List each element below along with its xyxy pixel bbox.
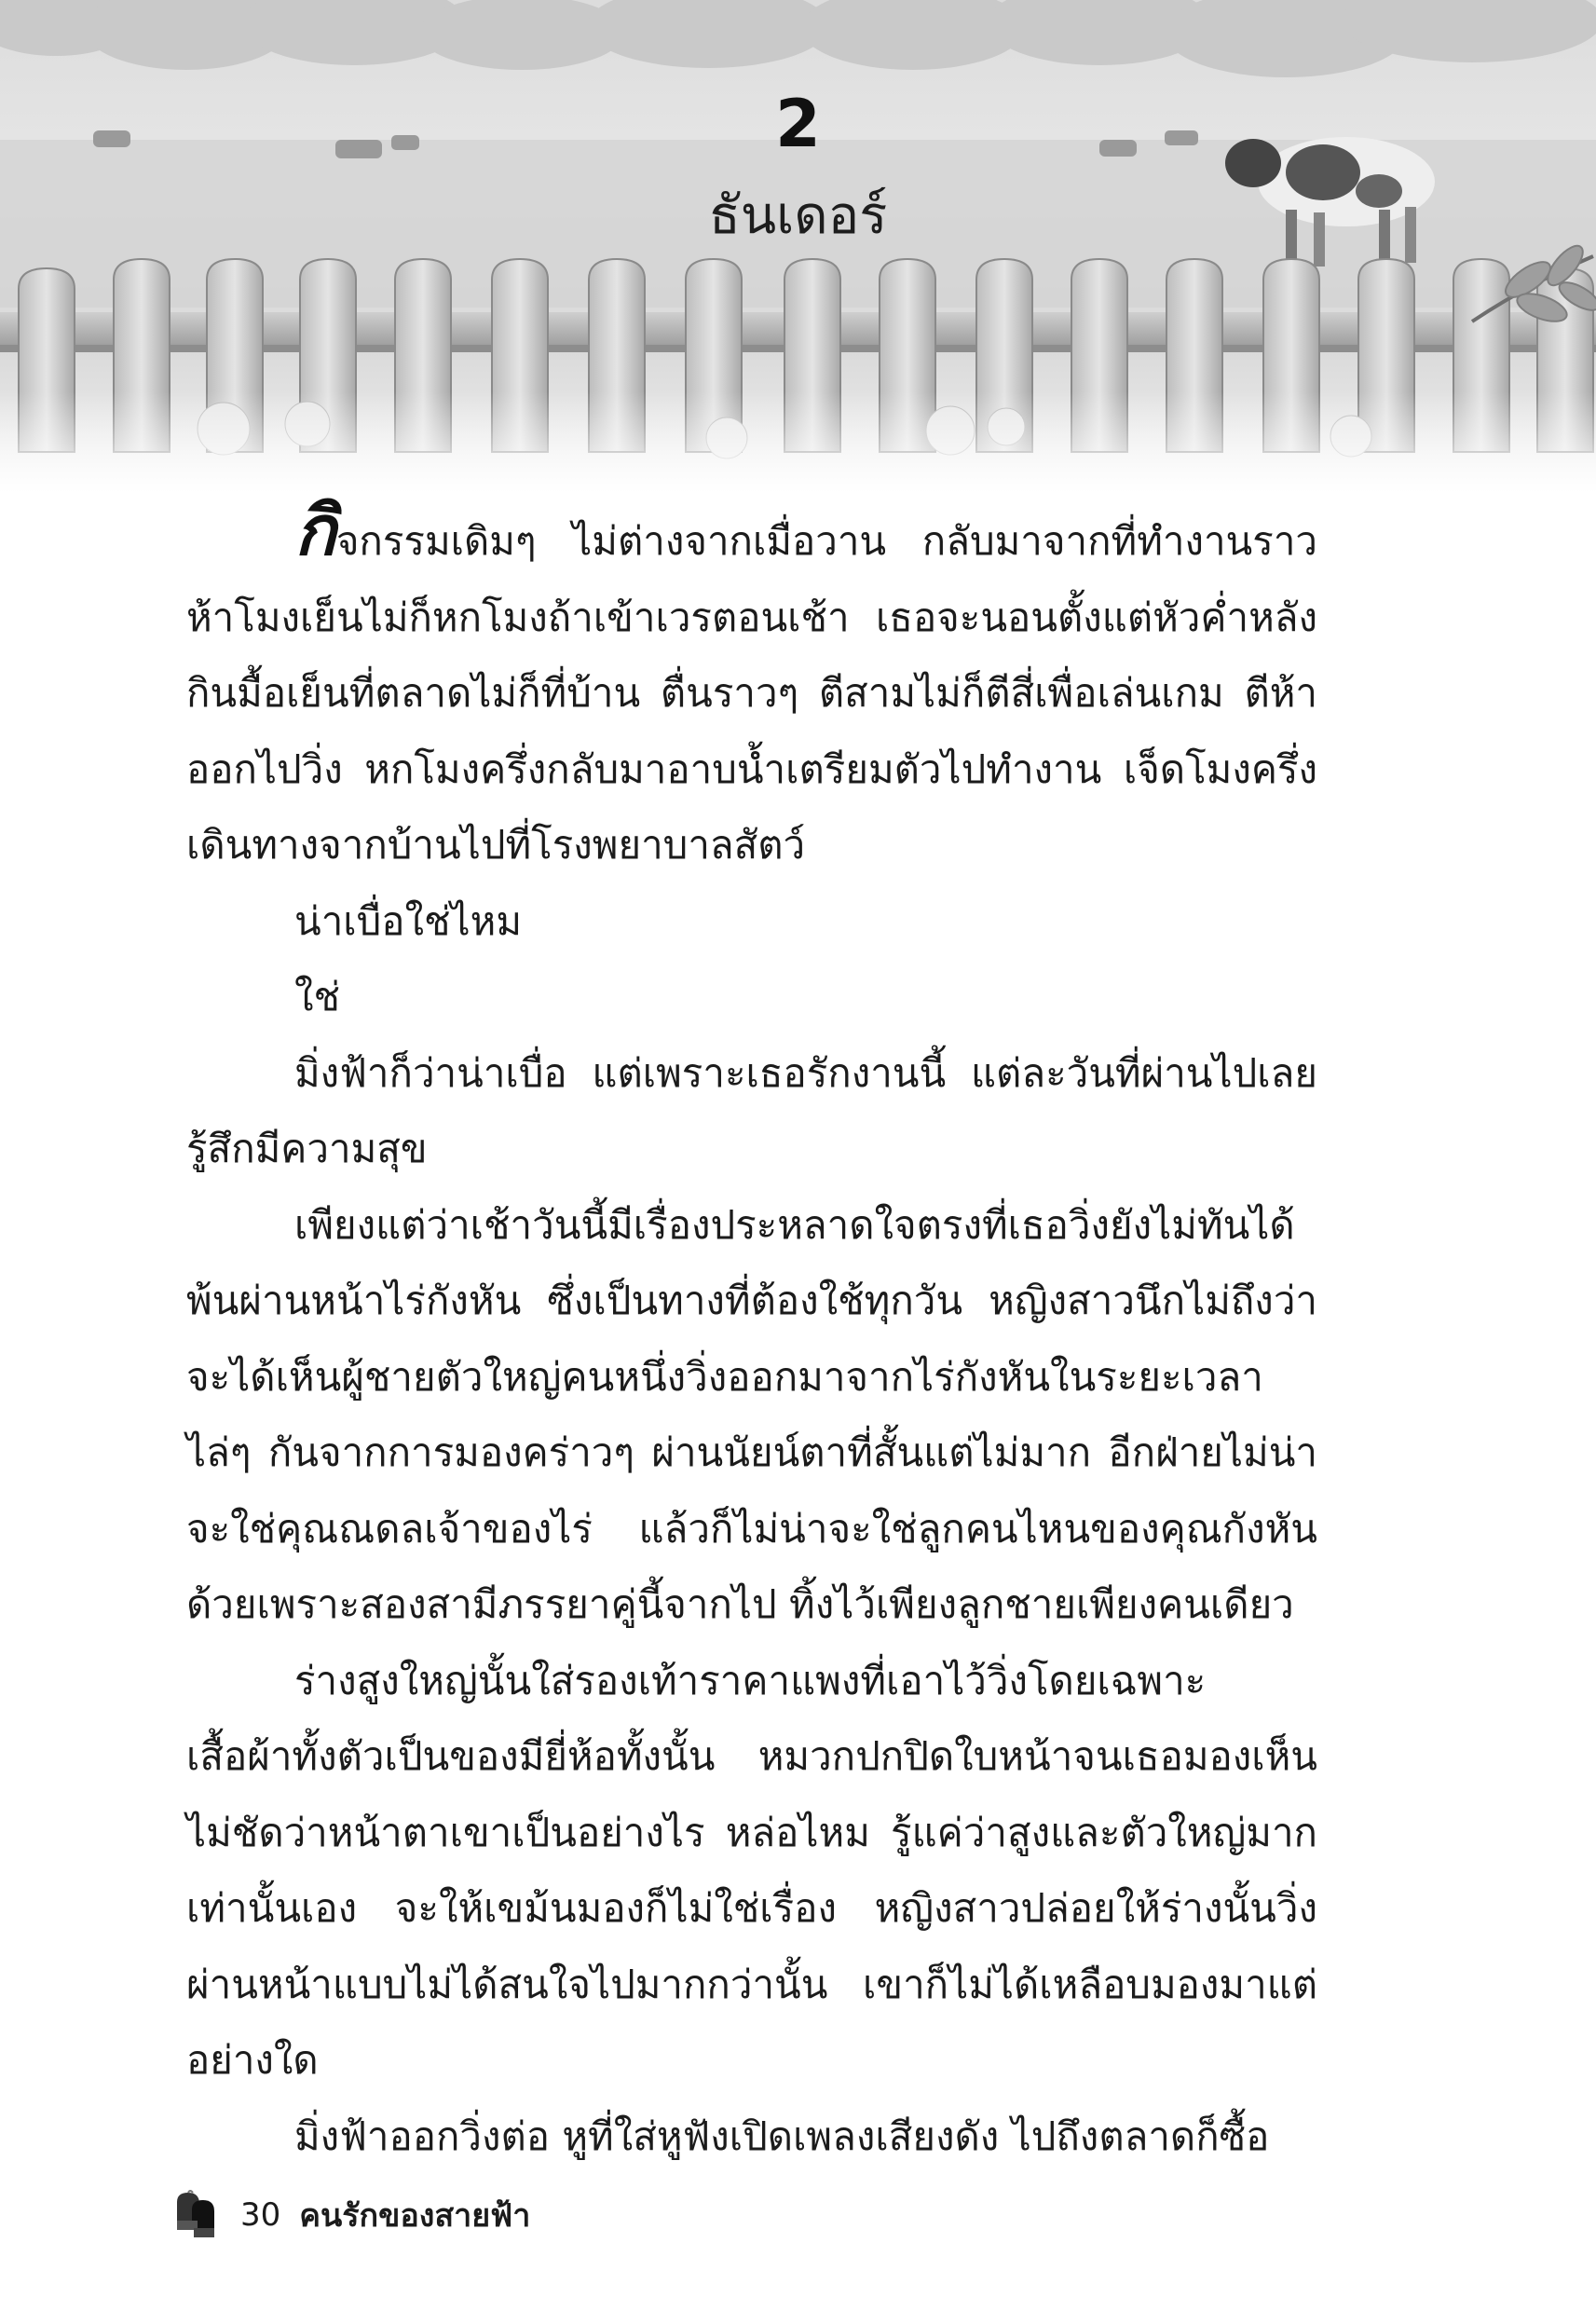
page-number: 30 (240, 2196, 281, 2234)
drop-cap: กิ (294, 491, 336, 571)
chapter-number: 2 (775, 86, 821, 162)
paragraph: เพียงแต่ว่าเช้าวันนี้มีเรื่องประหลาดใจตรงที่เธอวิ่งยังไม่ทันได้พ้นผ่านหน้าไร่กังหัน ซึ่งเป็นทางที่ต้องใช้ทุกวัน หญิงสาวนึกไม่ถึงว่าจะได้เห็นผู้ชายตัวใหญ่คนหนึ่งวิ่งออกมาจากไร่กังหันในระยะเวลาไล่ๆ กันจากการมองคร่าวๆ ผ่านนัยน์ตาที่สั้นแต่ไม่มาก อีกฝ่ายไม่น่าจะใช่คุณณดลเจ้าของไร่ แล้วก็ไม่น่าจะใช่ลูกคนไหนของคุณกังหันด้วยเพราะสองสามีภรรยาคู่นี้จากไป ทิ้งไว้เพียงลูกชายเพียงคนเดียว (186, 1201, 1317, 1627)
paragraph (186, 491, 1317, 883)
paragraph: น่าเบื่อใช่ไหม (294, 897, 523, 944)
chapter-header (0, 0, 1596, 494)
page-footer (170, 2182, 530, 2248)
paragraph: มิ่งฟ้าออกวิ่งต่อ หูที่ใส่หูฟังเปิดเพลงเสียงดัง ไปถึงตลาดก็ซื้อ (294, 2113, 1270, 2159)
paragraph: มิ่งฟ้าก็ว่าน่าเบื่อ แต่เพราะเธอรักงานนี้ แต่ละวันที่ผ่านไปเลยรู้สึกมีความสุข (186, 1049, 1317, 1171)
paragraph-text: จกรรมเดิมๆ ไม่ต่างจากเมื่อวาน กลับมาจากที่ทำงานราวห้าโมงเย็นไม่ก็หกโมงถ้าเข้าเวรตอนเช้า เธอจะนอนตั้งแต่หัวค่ำหลังกินมื้อเย็นที่ตลาดไม่ก็ที่บ้าน ตื่นราวๆ ตีสามไม่ก็ตีสี่เพื่อเล่นเกม ตีห้าออกไปวิ่ง หกโมงครึ่งกลับมาอาบน้ำเตรียมตัวไปทำงาน เจ็ดโมงครึ่งเดินทางจากบ้านไปที่โรงพยาบาลสัตว์ (186, 518, 1317, 868)
chapter-title: ธันเดอร์ (708, 185, 888, 246)
paragraph: ร่างสูงใหญ่นั้นใส่รองเท้าราคาแพงที่เอาไว้วิ่งโดยเฉพาะ เสื้อผ้าทั้งตัวเป็นของมียี่ห้อทั้งนั้น หมวกปกปิดใบหน้าจนเธอมองเห็นไม่ชัดว่าหน้าตาเขาเป็นอย่างไร หล่อไหม รู้แค่ว่าสูงและตัวใหญ่มากเท่านั้นเอง จะให้เขม้นมองก็ไม่ใช่เรื่อง หญิงสาวปล่อยให้ร่างนั้นวิ่งผ่านหน้าแบบไม่ได้สนใจไปมากกว่านั้น เขาก็ไม่ได้เหลือบมองมาแต่อย่างใด (186, 1657, 1317, 2083)
paragraph: ใช่ (294, 974, 341, 1019)
book-title: คนรักของสายฟ้า (299, 2197, 531, 2235)
chapter-body (186, 491, 1317, 2174)
boxing-gloves-icon (170, 2189, 222, 2241)
